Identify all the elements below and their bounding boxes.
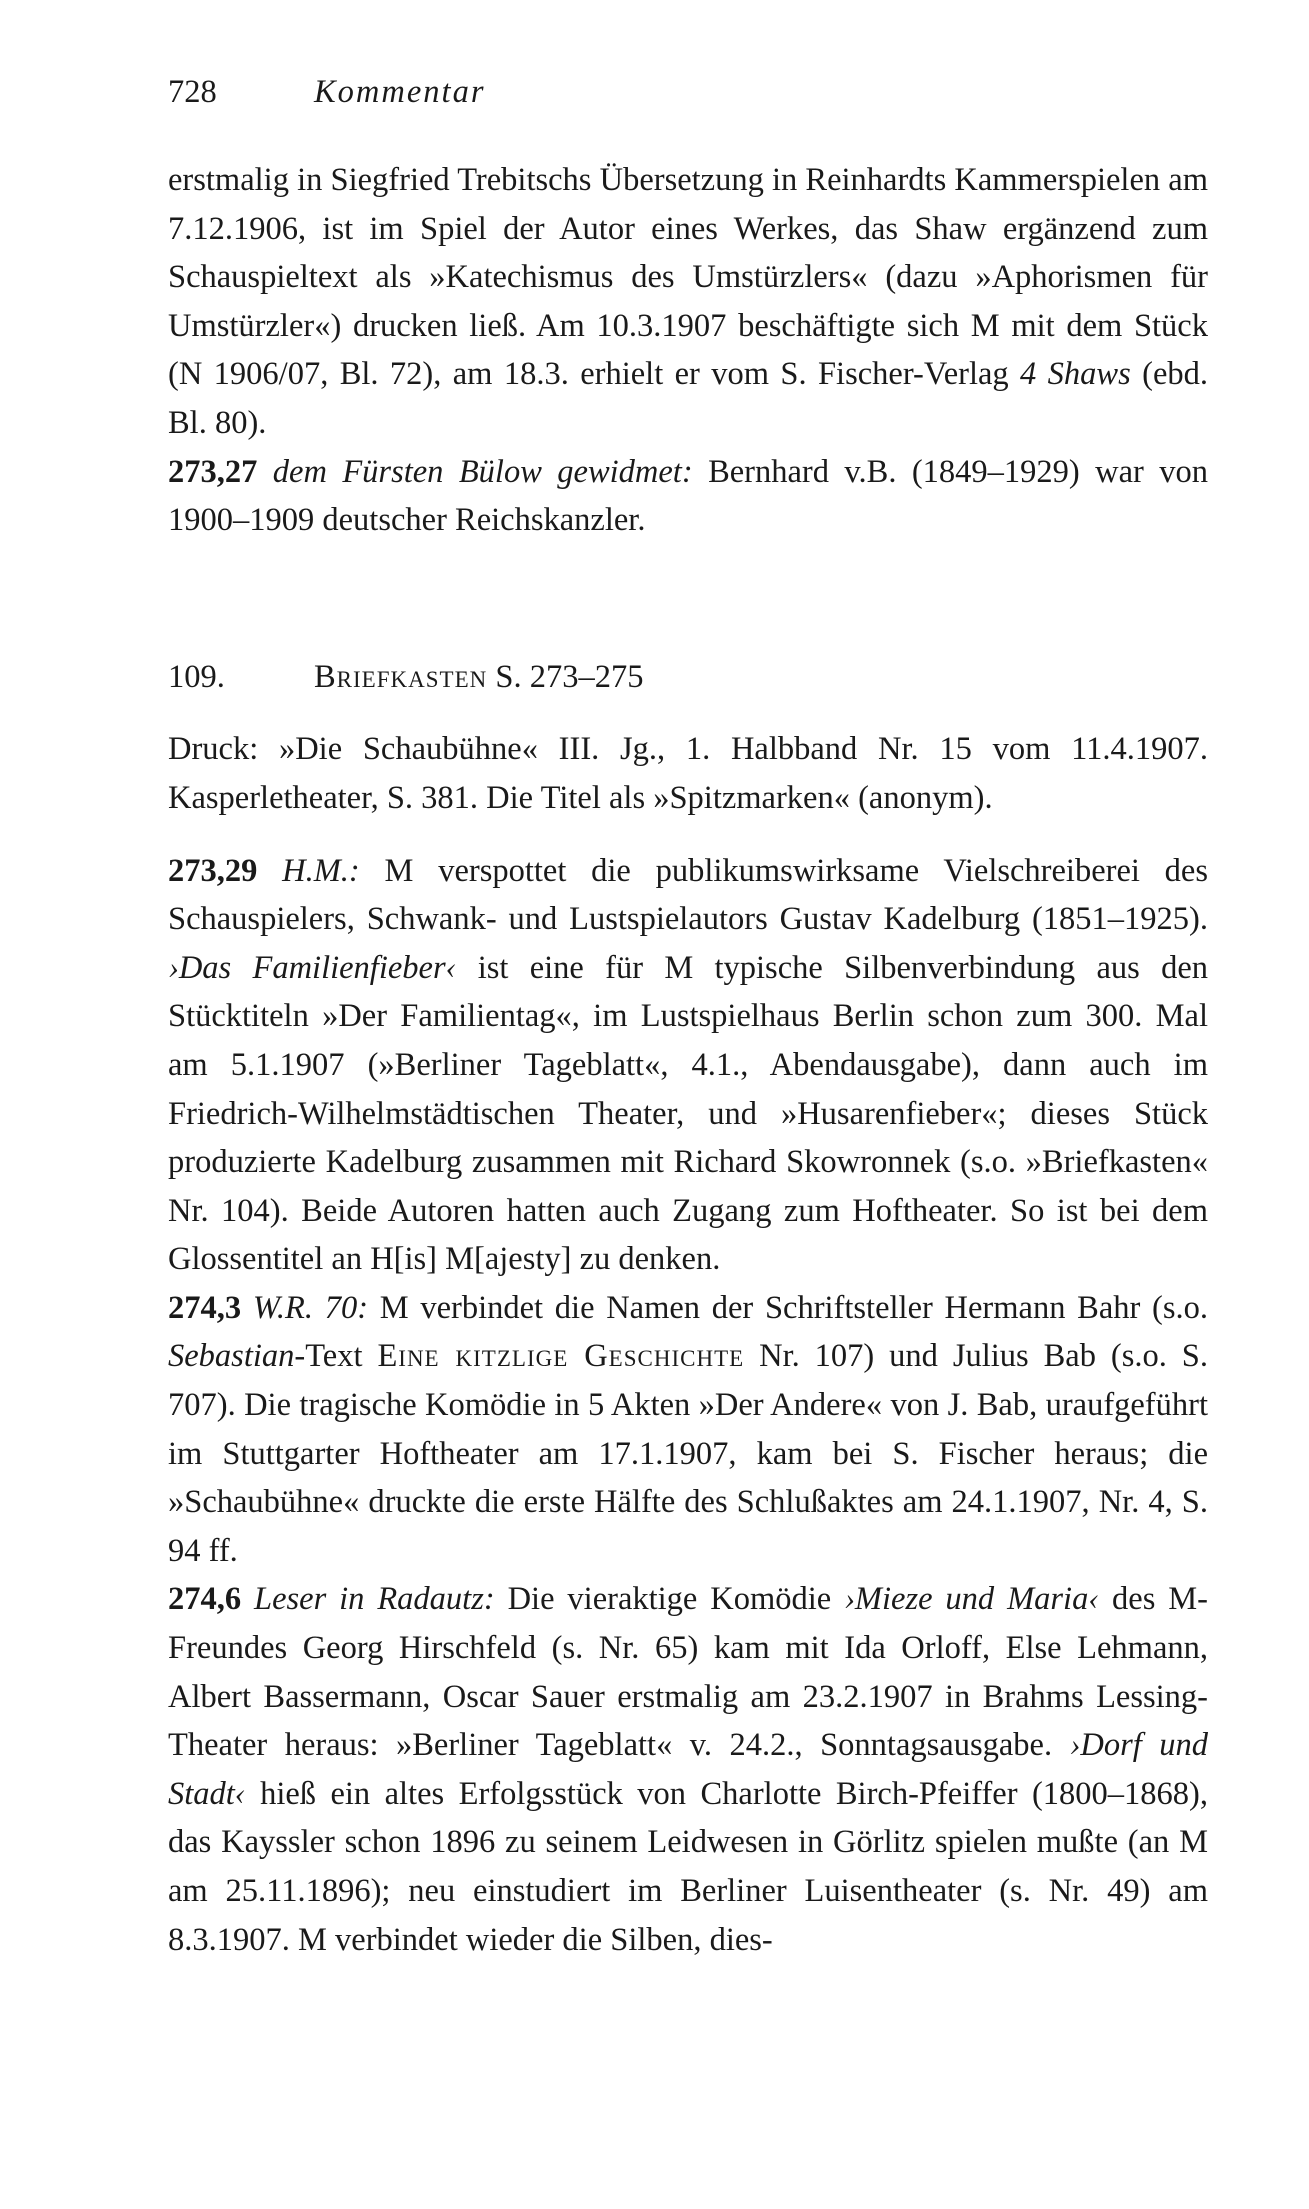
note-lemma: ›Dorf und Stadt‹	[168, 1727, 1208, 1812]
running-title: Kommentar	[314, 74, 486, 110]
note-273-29	[168, 847, 1208, 1284]
note-text: Die vieraktige Komödie	[494, 1581, 845, 1618]
note-lemma: Sebastian	[168, 1338, 295, 1375]
note-lemma: dem Fürsten Bülow gewidmet:	[272, 453, 693, 490]
note-lemma: W.R. 70:	[252, 1289, 369, 1326]
note-text: -Text	[294, 1338, 378, 1375]
running-head	[168, 68, 1208, 116]
note-lemma: Leser in Radautz:	[254, 1581, 495, 1618]
print-info: Druck: »Die Schaubühne« III. Jg., 1. Halbband Nr. 15 vom 11.4.1907. Kasperletheater, S. 381. Die Titel als »Spitzmarken« (anonym).	[168, 731, 1208, 816]
note-text: des M-Freundes Georg Hirschfeld (s. Nr. 65) kam mit Ida Orloff, Else Lehmann, Albert Bassermann, Oscar Sauer erstmalig am 23.2.1907 in Brahms Lessing-Theater heraus: »Berliner Tageblatt« v. 24.2., Sonntagsausgabe.	[168, 1581, 1208, 1764]
note-ref: 274,6	[168, 1581, 242, 1618]
note-text: hieß ein altes Erfolgsstück von Charlotte Birch-Pfeiffer (1800–1868), das Kayssler schon 1896 zu seinem Leidwesen in Görlitz spielen mußte (an M am 25.11.1896); neu einstudiert im Berliner Luisentheater (s. Nr. 49) am 8.3.1907. M verbindet wieder die Silben, dies-	[168, 1775, 1208, 1958]
note-ref: 274,3	[168, 1289, 242, 1326]
note-text: Nr. 107) und Julius Bab (s.o. S. 707). Die tragische Komödie in 5 Akten »Der Andere« von J. Bab, uraufgeführt im Stuttgarter Hoftheater am 17.1.1907, kam bei S. Fischer heraus; die »Schaubühne« druckte die erste Hälfte des Schlußaktes am 24.1.1907, Nr. 4, S. 94 ff.	[168, 1338, 1208, 1569]
paragraph-continuation: erstmalig in Siegfried Trebitschs Übersetzung in Reinhardts Kammerspielen am 7.12.1906, ist im Spiel der Autor eines Werkes, das Shaw ergänzend zum Schauspieltext als »Katechismus des Umstürzlers« (dazu »Aphorismen für Umstürzler«) drucken ließ. Am 10.3.1907 beschäftigte sich M mit dem Stück (N 1906/07, Bl. 72), am 18.3. erhielt er vom S. Fischer-Verlag 4 Shaws (ebd. Bl. 80).	[168, 162, 1209, 441]
note-small-caps: Eine kitzlige Geschichte	[377, 1338, 745, 1375]
notes	[168, 847, 1208, 1965]
note-274-3	[168, 1284, 1208, 1576]
section-pages: S. 273–275	[495, 658, 644, 695]
note-text: M verbindet die Namen der Schriftsteller Hermann Bahr (s.o.	[368, 1289, 1208, 1326]
section-title: Briefkasten	[314, 658, 488, 695]
page	[168, 68, 1208, 1964]
note-ref: 273,29	[168, 852, 258, 889]
note-lemma: ›Das Familienfieber‹	[168, 949, 457, 986]
note-273-27: 273,27 dem Fürsten Bülow gewidmet: Bernhard v.B. (1849–1929) war von 1900–1909 deutscher Reichskanzler.	[168, 453, 1209, 539]
note-274-6	[168, 1575, 1208, 1964]
section-heading	[168, 653, 1208, 702]
note-lemma: H.M.:	[282, 852, 360, 889]
note-lemma: ›Mieze und Maria‹	[844, 1581, 1100, 1618]
note-ref: 273,27	[168, 453, 258, 490]
note-text: ist eine für M typische Silbenverbindung aus den Stücktiteln »Der Familientag«, im Lustspielhaus Berlin schon zum 300. Mal am 5.1.1907 (»Berliner Tageblatt«, 4.1., Abendausgabe), dann auch im Friedrich-Wilhelmstädtischen Theater, und »Husarenfieber«; dieses Stück produzierte Kadelburg zusammen mit Richard Skowronnek (s.o. »Briefkasten« Nr. 104). Beide Autoren hatten auch Zugang zum Hoftheater. So ist bei dem Glossentitel an H[is] M[ajesty] zu denken.	[168, 949, 1208, 1278]
section-number: 109.	[168, 658, 225, 695]
note-text: M verspottet die publikumswirksame Vielschreiberei des Schauspielers, Schwank- und Lustspielautors Gustav Kadelburg (1851–1925).	[168, 852, 1208, 938]
page-number: 728	[168, 74, 217, 110]
